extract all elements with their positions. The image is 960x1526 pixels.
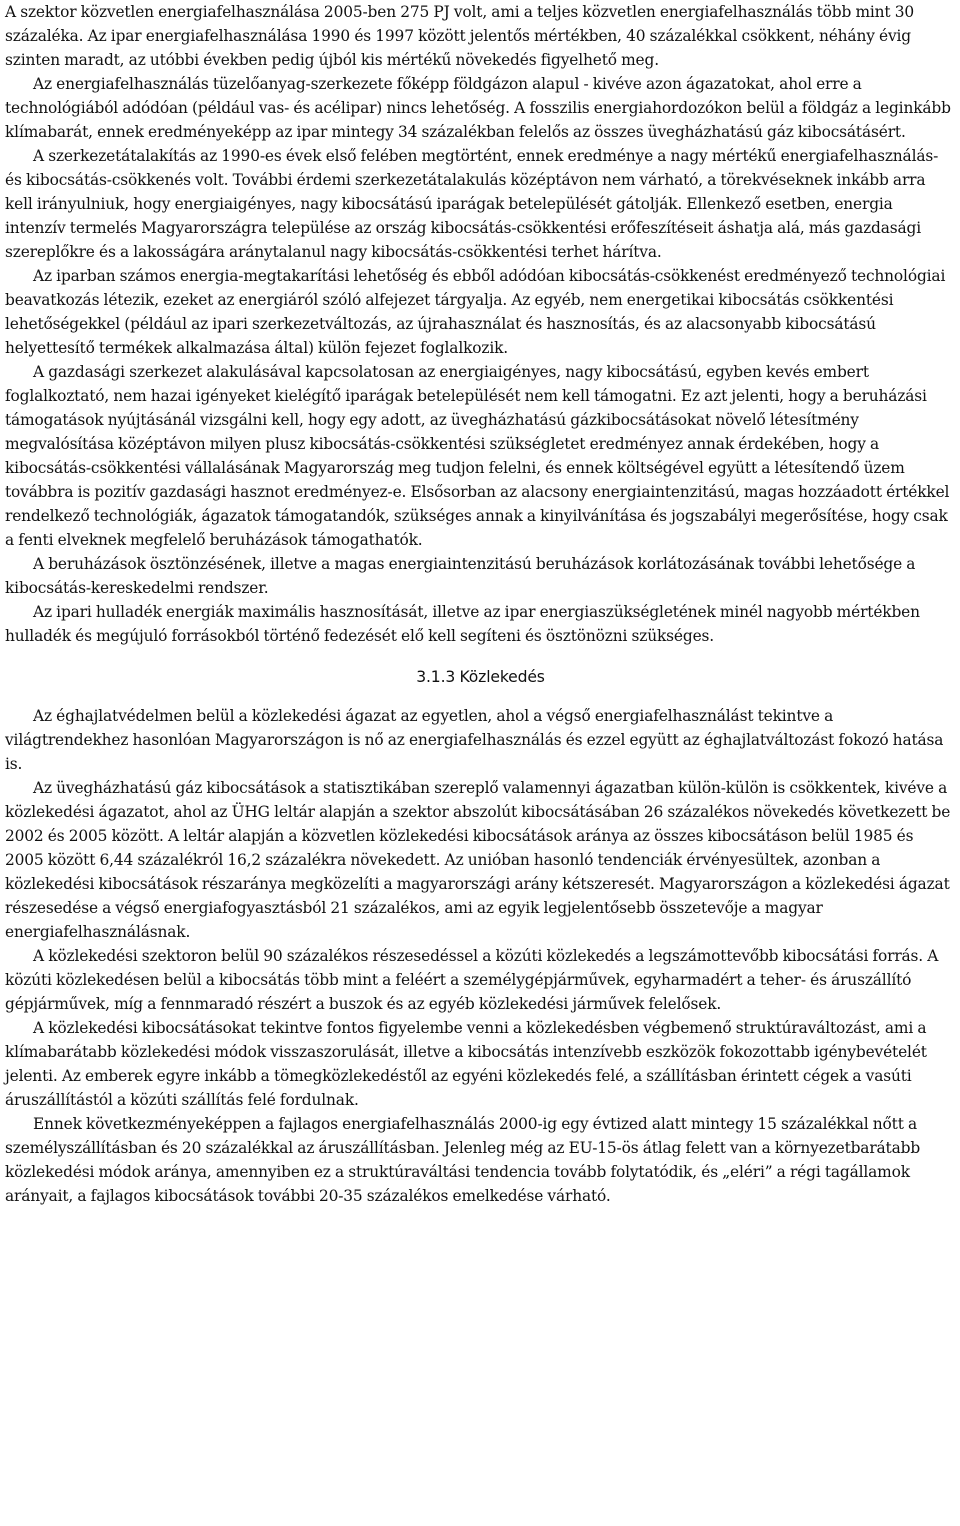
paragraph-road-transport: A közlekedési szektoron belül 90 százalékos részesedéssel a közúti közlekedés a legszámottevőbb kibocsátási forrás. A közúti közlekedésen belül a kibocsátás több mint a feléért a személygépjárművek, egyharmadért a teher- és áruszállító gépjárművek, míg a fennmaradó részért a buszok és az egyéb közlekedési járművek felelősek. <box>5 947 939 1013</box>
paragraph-ghg-emissions: Az üvegházhatású gáz kibocsátások a statisztikában szereplő valamennyi ágazatban külön-külön is csökkentek, kivéve a közlekedési ágazatot, ahol az ÜHG leltár alapján a szektor abszolút kibocsátásában 26 százalékos növekedés következett be 2002 és 2005 között. A leltár alapján a közvetlen közlekedési kibocsátások aránya az összes kibocsátáson belül 1985 és 2005 között 6,44 százalékról 16,2 százalékra növekedett. Az unióban hasonló tendenciák érvényesültek, azonban a közlekedési kibocsátások részaránya megközelíti a magyarországi arány kétszeresét. Magyarországon a közlekedési ágazat részesedése a végső energiafogyasztásból 21 százalékos, ami az egyik legjelentősebb összetevője a magyar energiafelhasználásnak. <box>5 779 951 941</box>
paragraph-transport-intro: Az éghajlatvédelmen belül a közlekedési ágazat az egyetlen, ahol a végső energiafelhasználást tekintve a világtrendekhez hasonlóan Magyarországon is nő az energiafelhasználás és ezzel együtt az éghajlatváltozást fokozó hatása is. <box>5 707 944 773</box>
paragraph-restructuring: A szerkezetátalakítás az 1990-es évek első felében megtörtént, ennek eredménye a nagy mértékű energiafelhasználás- és kibocsátás-csökkenés volt. További érdemi szerkezetátalakulás középtávon nem várható, a törekvéseknek inkább arra kell irányulniuk, hogy energiaigényes, nagy kibocsátású iparágak betelepülését gátolják. Ellenkező esetben, energia intenzív termelés Magyarországra települése az ország kibocsátás-csökkentési erőfeszítéseit áshatja alá, más gazdasági szereplőkre és a lakosságára aránytalanul nagy kibocsátás-csökkentési terhet hárítva. <box>5 147 939 261</box>
section-heading: 3.1.3 Közlekedés <box>416 668 545 686</box>
paragraph-waste-energy: Az ipari hulladék energiák maximális hasznosítását, illetve az ipar energiaszükségletének minél nagyobb mértékben hulladék és megújuló forrásokból történő fedezését elő kell segíteni és ösztönözni szükséges. <box>5 603 920 645</box>
paragraph-energy-saving: Az iparban számos energia-megtakarítási lehetőség és ebből adódóan kibocsátás-csökkenést eredményező technológiai beavatkozás létezik, ezeket az energiáról szóló alfejezet tárgyalja. Az egyéb, nem energetikai kibocsátás csökkentési lehetőségekkel (például az ipari szerkezetváltozás, az újrahasználat és hasznosítás, és az alacsonyabb kibocsátású helyettesítő termékek alkalmazása által) külön fejezet foglalkozik. <box>5 267 946 357</box>
paragraph-economic-structure: A gazdasági szerkezet alakulásával kapcsolatosan az energiaigényes, nagy kibocsátású, egyben kevés embert foglalkoztató, nem hazai igényeket kielégítő iparágak betelepülését nem kell támogatni. Ez azt jelenti, hogy a beruházási támogatások nyújtásánál vizsgálni kell, hogy egy adott, az üvegházhatású gázkibocsátásokat növelő létesítmény megvalósítása középtávon milyen plusz kibocsátás-csökkentési szükségletet eredményez annak érdekében, hogy a kibocsátás-csökkentési vállalásának Magyarország meg tudjon felelni, és ennek költségével együtt a létesítendő üzem továbbra is pozitív gazdasági hasznot eredményez-e. Elsősorban az alacsony energiaintenzitású, magas hozzáadott értékkel rendelkező technológiák, ágazatok támogatandók, szükséges annak a kinyilvánítása és jogszabályi megerősítése, hogy csak a fenti elveknek megfelelő beruházások támogathatók. <box>5 363 950 549</box>
paragraph-specific-energy-use: Ennek következményeképpen a fajlagos energiafelhasználás 2000-ig egy évtized alatt mintegy 15 százalékkal nőtt a személyszállításban és 20 százalékkal az áruszállításban. Jelenleg még az EU-15-ös átlag felett van a környezetbarátabb közlekedési módok aránya, amennyiben ez a struktúraváltási tendencia tovább folytatódik, és „eléri” a régi tagállamok arányait, a fajlagos kibocsátások további 20-35 százalékos emelkedése várható. <box>5 1115 921 1205</box>
paragraph-structural-change: A közlekedési kibocsátásokat tekintve fontos figyelembe venni a közlekedésben végbemenő struktúraváltozást, ami a klímabarátabb közlekedési módok visszaszorulását, illetve a kibocsátás intenzívebb eszközök fokozottabb igénybevételét jelenti. Az emberek egyre inkább a tömegközlekedéstől az egyéni közlekedés felé, a szállításban érintett cégek a vasúti áruszállítástól a közúti szállítás felé fordulnak. <box>5 1019 927 1109</box>
paragraph-investment-incentives: A beruházások ösztönzésének, illetve a magas energiaintenzitású beruházások korlátozásának további lehetősége a kibocsátás-kereskedelmi rendszer. <box>5 555 916 597</box>
paragraph-industry-energy-use: A szektor közvetlen energiafelhasználása 2005-ben 275 PJ volt, ami a teljes közvetlen energiafelhasználás több mint 30 százaléka. Az ipar energiafelhasználása 1990 és 1997 között jelentős mértékben, 40 százalékkal csökkent, néhány évig szinten maradt, az utóbbi években pedig újból kis mértékű növekedés figyelhető meg. <box>5 3 914 69</box>
paragraph-fuel-structure: Az energiafelhasználás tüzelőanyag-szerkezete főképp földgázon alapul - kivéve azon ágazatokat, ahol erre a technológiából adódóan (például vas- és acélipar) nincs lehetőség. A fosszilis energiahordozókon belül a földgáz a leginkább klímabarát, ennek eredményeképp az ipar mintegy 34 százalékban felelős az összes üvegházhatású gáz kibocsátásért. <box>5 75 951 141</box>
